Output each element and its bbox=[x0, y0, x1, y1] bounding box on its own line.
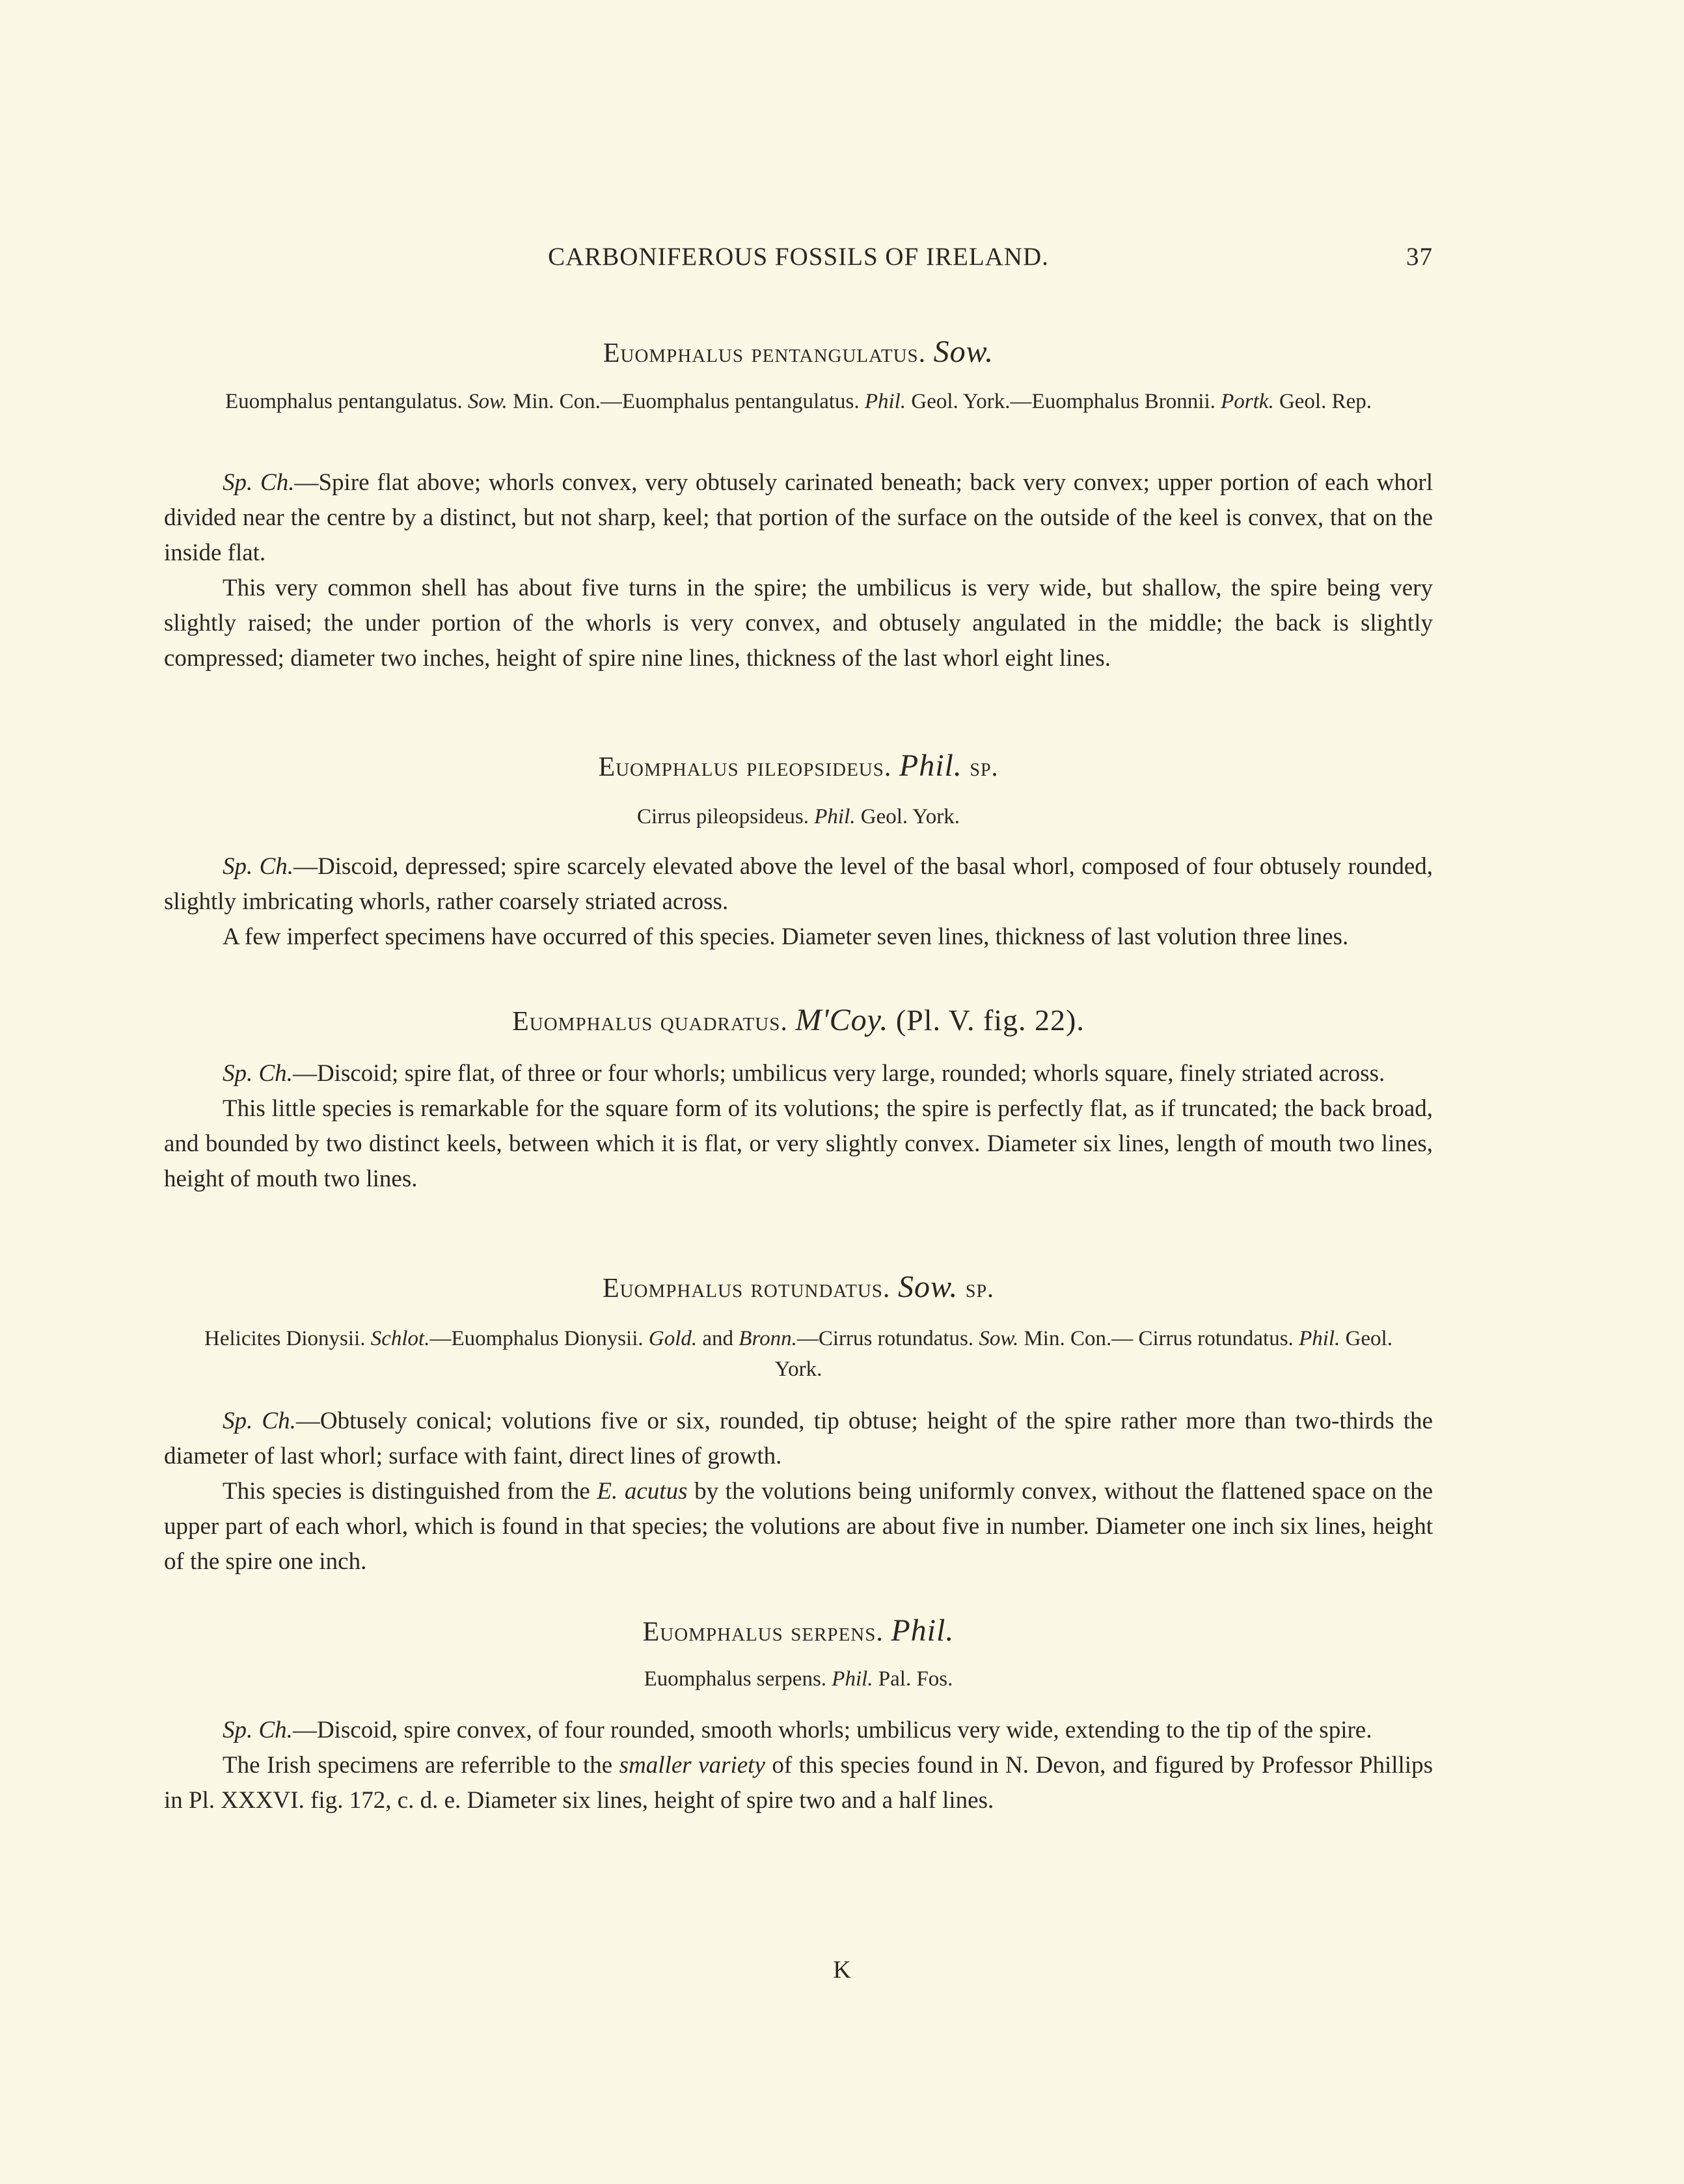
species-authority: Phil. bbox=[891, 1613, 955, 1648]
species-heading bbox=[164, 1002, 1433, 1038]
synonymy-text: Geol. York. bbox=[774, 1327, 1392, 1381]
synonymy-text: Helicites Dionysii. bbox=[204, 1327, 371, 1350]
description bbox=[164, 1404, 1433, 1579]
signature-mark: K bbox=[833, 1956, 851, 1984]
synonymy-text: —Cirrus rotundatus. bbox=[796, 1327, 979, 1350]
character-paragraph bbox=[164, 849, 1433, 920]
species-authority: Sow. bbox=[897, 1270, 958, 1304]
sp-ch-label: Sp. Ch. bbox=[223, 469, 295, 496]
synonymy-author: Sow. bbox=[468, 390, 508, 413]
description bbox=[164, 1713, 1433, 1818]
synonymy bbox=[164, 387, 1433, 417]
paragraph-text: The Irish specimens are referrible to the bbox=[223, 1752, 619, 1779]
synonymy-text: Geol. Rep. bbox=[1273, 390, 1372, 413]
paragraph-text: —Obtusely conical; volutions five or six, rounded, tip obtuse; height of the spire rather more than two-thirds the diameter of last whorl; surface with faint, direct lines of growth. bbox=[164, 1408, 1433, 1469]
remarks-paragraph bbox=[164, 571, 1433, 676]
synonymy-text: Min. Con.—Euomphalus pentangulatus. bbox=[507, 390, 865, 413]
synonymy-author: Portk. bbox=[1221, 390, 1274, 413]
sp-ch-label: Sp. Ch. bbox=[223, 1408, 296, 1434]
synonymy-author: Phil. bbox=[814, 805, 856, 828]
synonymy-text: Cirrus pileopsideus. bbox=[637, 805, 815, 828]
species-reference: E. acutus bbox=[597, 1478, 688, 1505]
remarks-paragraph bbox=[164, 920, 1433, 955]
species-heading bbox=[164, 748, 1433, 784]
synonymy-text: Min. Con.— Cirrus rotundatus. bbox=[1018, 1327, 1299, 1350]
synonymy-text: Geol. York.—Euomphalus Bronnii. bbox=[906, 390, 1221, 413]
paragraph-text: —Discoid, spire convex, of four rounded, smooth whorls; umbilicus very wide, extending to the tip of the spire. bbox=[292, 1717, 1372, 1743]
species-authority: Sow. bbox=[933, 334, 994, 369]
synonymy bbox=[164, 802, 1433, 832]
species-heading bbox=[164, 334, 1433, 370]
synonymy-author: Schlot. bbox=[370, 1327, 430, 1350]
paragraph-text: —Spire flat above; whorls convex, very obtusely carinated beneath; back very convex; upper portion of each whorl divided near the centre by a distinct, but not sharp, keel; that portion of the surface on the outside of the keel is convex, that on the inside flat. bbox=[164, 469, 1433, 566]
species-name: Euomphalus pileopsideus. bbox=[598, 752, 892, 782]
synonymy-author: Phil. bbox=[832, 1667, 873, 1691]
remarks-paragraph bbox=[164, 1748, 1433, 1818]
page-number: 37 bbox=[1406, 243, 1433, 271]
synonymy-author: Phil. bbox=[1299, 1327, 1340, 1350]
synonymy-author: Sow. bbox=[979, 1327, 1019, 1350]
synonymy-author: Bronn. bbox=[739, 1327, 797, 1350]
synonymy bbox=[164, 1664, 1433, 1695]
synonymy-text: —Euomphalus Dionysii. bbox=[429, 1327, 649, 1350]
paragraph-text: —Discoid, depressed; spire scarcely elevated above the level of the basal whorl, composed of four obtusely rounded, slightly imbricating whorls, rather coarsely striated across. bbox=[164, 853, 1433, 915]
species-name: Euomphalus pentangulatus. bbox=[603, 338, 927, 368]
character-paragraph bbox=[164, 1404, 1433, 1474]
character-paragraph bbox=[164, 1713, 1433, 1748]
species-abbrev: sp. bbox=[970, 752, 999, 782]
paragraph-text: This little species is remarkable for the square form of its volutions; the spire is perfectly flat, as if truncated; the back broad, and bounded by two distinct keels, between which it is flat, or very slightly convex. Diameter six lines, length of mouth two lines, height of mouth two lines. bbox=[164, 1095, 1433, 1192]
synonymy bbox=[195, 1324, 1402, 1385]
species-abbrev: sp. bbox=[965, 1274, 995, 1303]
description bbox=[164, 849, 1433, 955]
paragraph-text: This very common shell has about five turns in the spire; the umbilicus is very wide, but shallow, the spire being very slightly raised; the under portion of the whorls is very convex, and obtusely angulated in the middle; the back is slightly compressed; diameter two inches, height of spire nine lines, thickness of the last whorl eight lines. bbox=[164, 575, 1433, 672]
paragraph-text: —Discoid; spire flat, of three or four whorls; umbilicus very large, rounded; whorls square, finely striated across. bbox=[292, 1060, 1385, 1087]
species-heading bbox=[164, 1269, 1433, 1305]
running-title: CARBONIFEROUS FOSSILS OF IRELAND. bbox=[548, 243, 1049, 271]
synonymy-text: Euomphalus serpens. bbox=[644, 1667, 832, 1691]
plate-reference: (Pl. V. fig. 22). bbox=[895, 1003, 1085, 1037]
synonymy-text: and bbox=[697, 1327, 739, 1350]
description bbox=[164, 1056, 1433, 1197]
remarks-paragraph bbox=[164, 1091, 1433, 1197]
synonymy-author: Phil. bbox=[864, 390, 906, 413]
species-authority: Phil. bbox=[899, 748, 962, 783]
species-name: Euomphalus rotundatus. bbox=[602, 1274, 891, 1304]
remarks-paragraph bbox=[164, 1474, 1433, 1579]
synonymy-text: Euomphalus pentangulatus. bbox=[224, 390, 468, 413]
description bbox=[164, 465, 1433, 676]
sp-ch-label: Sp. Ch. bbox=[223, 1060, 293, 1087]
sp-ch-label: Sp. Ch. bbox=[223, 853, 294, 880]
species-name: Euomphalus quadratus. bbox=[512, 1007, 788, 1037]
emphasis-text: smaller variety bbox=[619, 1752, 765, 1779]
sp-ch-label: Sp. Ch. bbox=[223, 1717, 293, 1743]
paragraph-text: A few imperfect specimens have occurred of this species. Diameter seven lines, thickness of last volution three lines. bbox=[223, 923, 1349, 950]
character-paragraph bbox=[164, 465, 1433, 571]
paragraph-text: This species is distinguished from the bbox=[223, 1478, 597, 1505]
character-paragraph bbox=[164, 1056, 1433, 1091]
paragraph-text: by the volutions being uniformly convex, without the flattened space on the upper part of each whorl, which is found in that species; the volutions are about five in number. Diameter one inch six lines, height of the spire one inch. bbox=[164, 1478, 1433, 1575]
species-authority: M'Coy. bbox=[795, 1003, 889, 1037]
synonymy-author: Gold. bbox=[648, 1327, 698, 1350]
running-head bbox=[164, 242, 1433, 281]
paragraph-text: of this species found in N. Devon, and figured by Professor Phillips in Pl. XXXVI. fig. 172, c. d. e. Diameter six lines, height of spire two and a half lines. bbox=[164, 1752, 1433, 1814]
species-heading bbox=[164, 1613, 1433, 1648]
synonymy-text: Pal. Fos. bbox=[873, 1667, 953, 1691]
synonymy-text: Geol. York. bbox=[855, 805, 960, 828]
species-name: Euomphalus serpens. bbox=[642, 1617, 884, 1647]
